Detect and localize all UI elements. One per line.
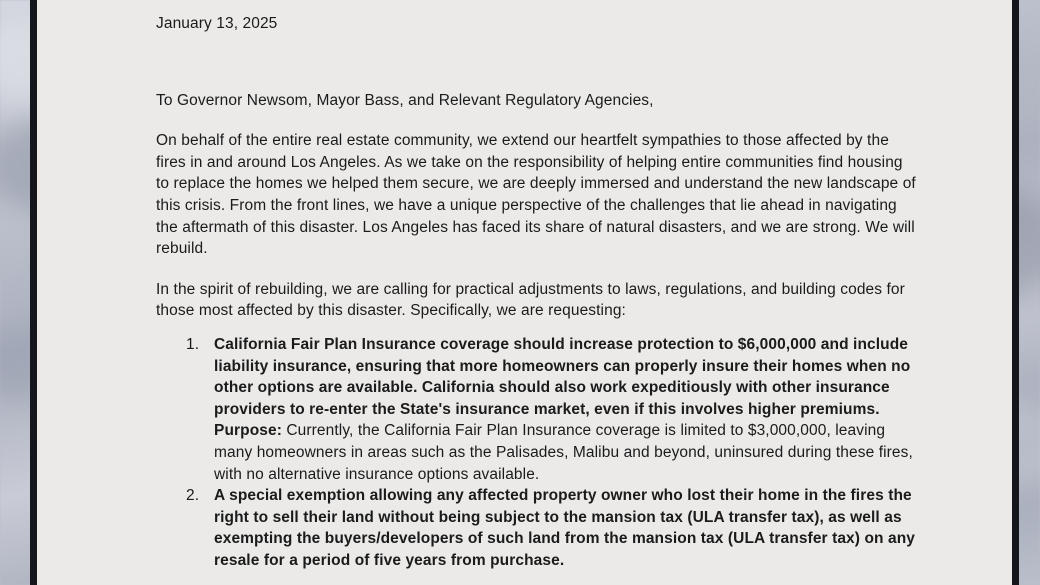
letter-paragraph-2: In the spirit of rebuilding, we are calling for practical adjustments to laws, regulations, and building codes for those most affected by this disaster. Specifically, we are requesting: bbox=[156, 280, 905, 320]
request-headline: California Fair Plan Insurance coverage should increase protection to $6,000,000 and include liability insurance, ensuring that more homeowners can properly insure their homes when no other options are available. California should also work expeditiously with other insurance providers to re-enter the State's insurance market, even if this involves higher premiums. bbox=[214, 335, 911, 418]
document-page bbox=[30, 0, 1019, 585]
requests-list bbox=[156, 322, 918, 572]
letter-paragraph-1: On behalf of the entire real estate community, we extend our heartfelt sympathies to those affected by the fires in and around Los Angeles. As we take on the responsibility of helping entire communities find housing to replace the homes we helped them secure, we are deeply immersed and understand the new landscape of this crisis. From the front lines, we have a unique perspective of the challenges that lie ahead in navigating the aftermath of this disaster. Los Angeles has faced its share of natural disasters, and we are strong. We will rebuild. bbox=[156, 132, 916, 258]
list-item bbox=[156, 485, 918, 571]
purpose-text: Currently, the California Fair Plan Insurance coverage is limited to $3,000,000, leaving many homeowners in areas such as the Palisades, Malibu and beyond, uninsured during these fires, with no alternative insurance options available. bbox=[214, 422, 913, 483]
letter-salutation: To Governor Newsom, Mayor Bass, and Relevant Regulatory Agencies, bbox=[156, 91, 654, 109]
purpose-label: Purpose: bbox=[214, 422, 282, 440]
document-content bbox=[156, 0, 918, 571]
request-purpose bbox=[214, 420, 918, 485]
list-item bbox=[156, 334, 918, 485]
request-headline: A special exemption allowing any affected property owner who lost their home in the fires the right to sell their land without being subject to the mansion tax (ULA transfer tax), as well as exempting the buyers/developers of such land from the mansion tax (ULA transfer tax) on any resale for a period of five years from purchase. bbox=[214, 487, 915, 569]
letter-date: January 13, 2025 bbox=[156, 15, 278, 32]
